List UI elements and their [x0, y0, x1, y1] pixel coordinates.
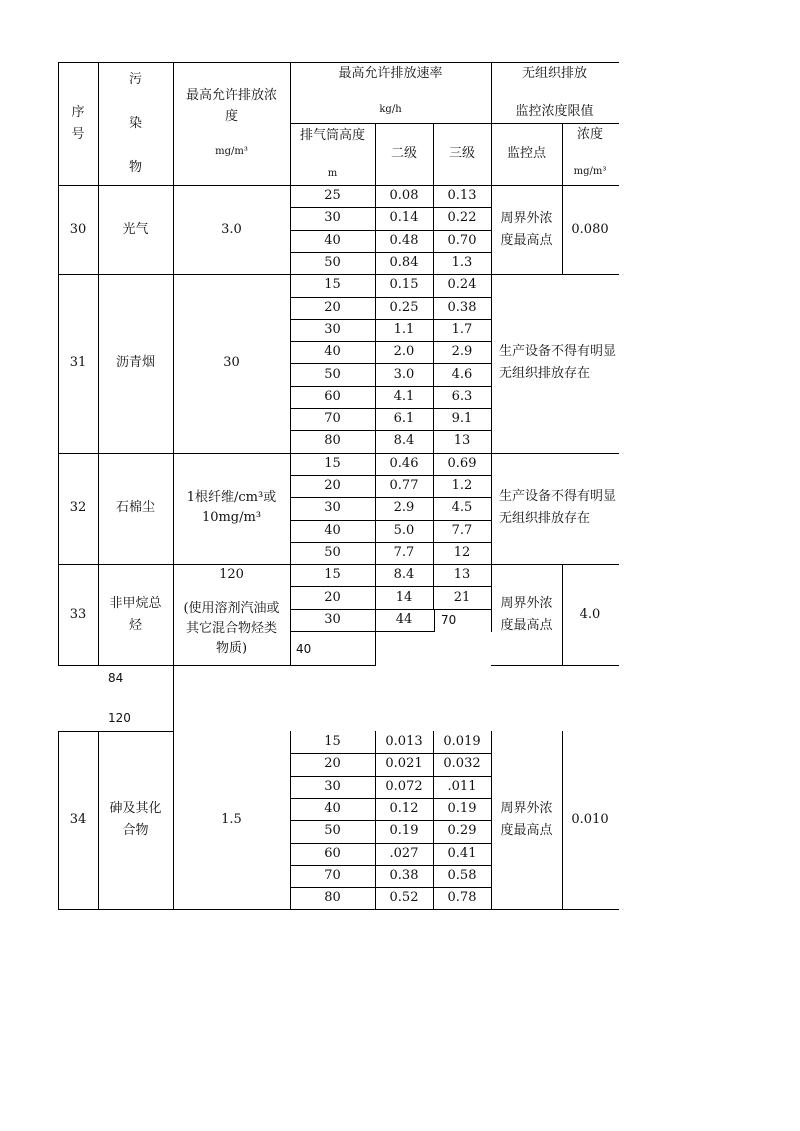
sub-row-rule	[290, 230, 492, 231]
grade3-rate-cell: 9.1	[451, 411, 473, 427]
stack-height-cell: 25	[324, 188, 341, 204]
grade3-rate-cell: 4.5	[451, 500, 473, 516]
grade3-rate-cell: 0.58	[447, 867, 477, 883]
header-seq: 序 号	[71, 104, 85, 142]
row-monitor-point: 周界外浓 度最高点	[500, 595, 553, 633]
row-max-conc: 120	[219, 567, 244, 583]
table-column-rule	[290, 564, 291, 666]
grade2-rate-cell: 44	[395, 611, 413, 627]
table-column-rule	[290, 274, 291, 453]
table-column-rule	[433, 731, 434, 910]
stack-height-cell: 80	[324, 890, 341, 906]
sub-row-rule	[290, 363, 492, 364]
row-max-conc: 30	[223, 355, 240, 371]
table-column-rule	[433, 453, 434, 566]
table-column-rule	[434, 609, 435, 632]
grade2-rate-cell: 0.52	[389, 890, 419, 906]
row-seq: 30	[69, 221, 87, 237]
grade2-rate-cell: 8.4	[393, 433, 415, 449]
table-column-rule	[433, 564, 434, 610]
row-max-conc-note: (使用溶剂汽油或 其它混合物烃类 物质)	[183, 600, 280, 656]
header-monitor-point: 监控点	[506, 146, 546, 161]
grade2-rate-cell: 0.19	[389, 823, 419, 839]
table-column-rule	[290, 731, 291, 910]
table-column-rule	[173, 665, 174, 732]
row-rule	[58, 665, 376, 666]
row-rule	[491, 665, 619, 666]
row-fugitive-limit: 0.010	[571, 812, 609, 828]
stack-height-cell: 15	[324, 734, 341, 750]
stack-height-cell: 40	[296, 642, 312, 656]
sub-row-rule	[290, 798, 492, 799]
stack-height-cell: 50	[324, 823, 341, 839]
sub-row-rule	[290, 475, 492, 476]
stack-height-cell: 15	[324, 567, 341, 583]
row-pollutant: 石棉尘	[115, 500, 155, 516]
grade3-rate-cell: 0.38	[447, 299, 477, 315]
stack-height-cell: 20	[324, 589, 341, 605]
table-column-rule	[375, 185, 376, 275]
sub-row-rule	[290, 319, 492, 320]
row-pollutant: 沥青烟	[115, 355, 155, 371]
overflow-value: 120	[108, 711, 131, 725]
sub-row-rule	[290, 408, 492, 409]
sub-row-rule	[290, 430, 492, 431]
grade2-rate-cell: .027	[389, 845, 419, 861]
grade3-rate-cell: 0.032	[443, 756, 481, 772]
stack-height-cell: 30	[324, 500, 341, 516]
header-conc: 浓度	[576, 127, 603, 142]
stack-height-cell: 50	[324, 544, 341, 560]
grade3-rate-cell: 0.70	[447, 232, 477, 248]
grade3-rate-cell: 0.13	[447, 188, 477, 204]
header-fugitive-title: 无组织排放	[521, 66, 587, 81]
table-column-rule	[375, 564, 376, 666]
row-max-conc: 3.0	[221, 221, 242, 237]
grade3-rate-cell: 0.24	[447, 277, 477, 293]
stack-height-cell: 20	[324, 478, 341, 494]
row-pollutant: 非甲烷总 烃	[109, 595, 162, 633]
header-stack-unit: m	[327, 168, 338, 179]
grade3-rate-cell: 0.78	[447, 890, 477, 906]
grade2-rate-cell: 2.9	[393, 500, 415, 516]
sub-row-rule	[290, 386, 492, 387]
sub-row-rule	[290, 776, 492, 777]
row-max-conc: 1.5	[221, 812, 242, 828]
grade3-rate-cell: 4.6	[451, 366, 473, 382]
grade3-rate-cell: 7.7	[451, 522, 473, 538]
stack-height-cell: 20	[324, 299, 341, 315]
grade3-rate-cell: 1.2	[451, 478, 473, 494]
grade2-rate-cell: 0.38	[389, 867, 419, 883]
stack-height-cell: 50	[324, 366, 341, 382]
row-pollutant: 砷及其化 合物	[109, 801, 162, 839]
stack-height-cell: 15	[324, 455, 341, 471]
grade3-rate-cell: 0.41	[447, 845, 477, 861]
grade3-rate-cell: 1.3	[451, 255, 473, 271]
table-column-rule	[290, 185, 291, 275]
table-bottom-rule	[58, 909, 619, 910]
row-monitor-point: 周界外浓 度最高点	[500, 801, 553, 839]
stack-height-cell: 70	[324, 867, 341, 883]
grade2-rate-cell: 0.12	[389, 801, 419, 817]
sub-row-rule	[290, 497, 492, 498]
stack-height-cell: 60	[324, 845, 341, 861]
header-rate-unit: kg/h	[379, 104, 402, 115]
row-max-conc: 1根纤维/cm³或 10mg/m³	[186, 490, 277, 526]
stack-height-cell: 20	[324, 756, 341, 772]
row-seq: 33	[69, 606, 87, 622]
grade2-rate-cell: 0.072	[385, 778, 423, 794]
grade2-rate-cell: 0.013	[385, 734, 423, 750]
header-stack-height: 排气筒高度	[299, 128, 365, 143]
stack-height-cell: 30	[324, 611, 341, 627]
stack-height-cell: 50	[324, 255, 341, 271]
row-monitor-point: 周界外浓 度最高点	[500, 210, 553, 248]
stack-height-cell: 40	[324, 801, 341, 817]
sub-row-rule	[290, 843, 492, 844]
grade2-rate-cell: 7.7	[393, 544, 415, 560]
sub-row-rule	[290, 341, 492, 342]
grade2-rate-cell: 0.84	[389, 255, 419, 271]
stack-height-cell: 15	[324, 277, 341, 293]
sub-row-rule	[290, 753, 492, 754]
stack-height-cell: 60	[324, 388, 341, 404]
grade3-rate-cell: 1.7	[451, 321, 473, 337]
stack-height-cell: 80	[324, 433, 341, 449]
grade2-rate-cell: 0.14	[389, 210, 419, 226]
stack-height-cell: 30	[324, 778, 341, 794]
header-pollutant: 污 染 物	[128, 71, 142, 175]
grade3-rate-cell: 21	[453, 589, 471, 605]
sub-row-rule	[290, 542, 492, 543]
overflow-value: 84	[108, 671, 124, 685]
grade3-rate-cell: 0.019	[443, 734, 481, 750]
stack-height-cell: 40	[324, 522, 341, 538]
header-conc-unit: mg/m³	[573, 166, 607, 177]
row-fugitive-note: 生产设备不得有明显 无组织排放存在	[499, 344, 617, 382]
grade2-rate-cell: 0.021	[385, 756, 423, 772]
grade2-rate-cell: 0.25	[389, 299, 419, 315]
grade2-rate-cell: 1.1	[393, 321, 415, 337]
table-column-rule	[375, 453, 376, 566]
table-column-rule	[375, 274, 376, 453]
row-fugitive-limit: 4.0	[579, 606, 601, 622]
sub-row-rule	[290, 520, 492, 521]
grade2-rate-cell: 0.46	[389, 455, 419, 471]
grade2-rate-cell: 0.08	[389, 188, 419, 204]
grade3-rate-cell: 6.3	[451, 388, 473, 404]
stack-height-cell: 30	[324, 321, 341, 337]
grade3-rate-cell: 2.9	[451, 344, 473, 360]
table-column-rule	[375, 731, 376, 910]
grade2-rate-cell: 0.15	[389, 277, 419, 293]
grade2-rate-cell: 0.77	[389, 478, 419, 494]
grade3-rate-cell: 0.22	[447, 210, 477, 226]
sub-row-rule	[290, 887, 492, 888]
grade2-rate-cell: 0.48	[389, 232, 419, 248]
table-column-rule	[433, 185, 434, 275]
grade3-rate-cell: 0.69	[447, 455, 477, 471]
grade3-rate-cell: 12	[453, 544, 471, 560]
row-seq: 32	[69, 500, 87, 516]
header-grade2: 二级	[390, 146, 417, 161]
stack-height-cell: 70	[324, 411, 341, 427]
grade2-rate-cell: 8.4	[393, 567, 415, 583]
grade3-rate-cell: 13	[453, 567, 471, 583]
stack-height-cell: 40	[324, 232, 341, 248]
sub-row-rule	[290, 207, 492, 208]
row-pollutant: 光气	[122, 221, 149, 237]
row-seq: 34	[69, 812, 87, 828]
grade3-rate-cell: 0.19	[447, 801, 477, 817]
header-grade3: 三级	[448, 146, 475, 161]
header-rate-title: 最高允许排放速率	[338, 66, 443, 81]
sub-row-rule	[290, 631, 435, 632]
header-max-conc-title: 最高允许排放浓 度	[185, 88, 277, 124]
sub-row-rule	[290, 297, 492, 298]
sub-row-rule	[290, 865, 492, 866]
sub-row-rule	[290, 252, 492, 253]
grade2-rate-cell: 2.0	[393, 344, 415, 360]
table-column-rule	[290, 453, 291, 566]
grade3-rate-cell: 13	[453, 433, 471, 449]
grade2-rate-cell: 6.1	[393, 411, 415, 427]
row-seq: 31	[69, 355, 87, 371]
sub-row-rule	[290, 820, 492, 821]
sub-row-rule	[290, 586, 492, 587]
stack-height-cell: 30	[324, 210, 341, 226]
row-fugitive-note: 生产设备不得有明显 无组织排放存在	[499, 489, 617, 527]
grade3-rate-cell: .011	[447, 778, 477, 794]
header-fugitive-sub: 监控浓度限值	[515, 104, 594, 119]
grade3-rate-cell: 70	[441, 612, 457, 627]
table-column-rule	[433, 274, 434, 453]
grade2-rate-cell: 5.0	[393, 522, 415, 538]
grade2-rate-cell: 4.1	[393, 388, 415, 404]
grade2-rate-cell: 14	[395, 589, 413, 605]
grade2-rate-cell: 3.0	[393, 366, 415, 382]
stack-height-cell: 40	[324, 344, 341, 360]
header-max-conc-unit: mg/m³	[215, 146, 248, 157]
row-fugitive-limit: 0.080	[571, 221, 609, 237]
grade3-rate-cell: 0.29	[447, 823, 477, 839]
